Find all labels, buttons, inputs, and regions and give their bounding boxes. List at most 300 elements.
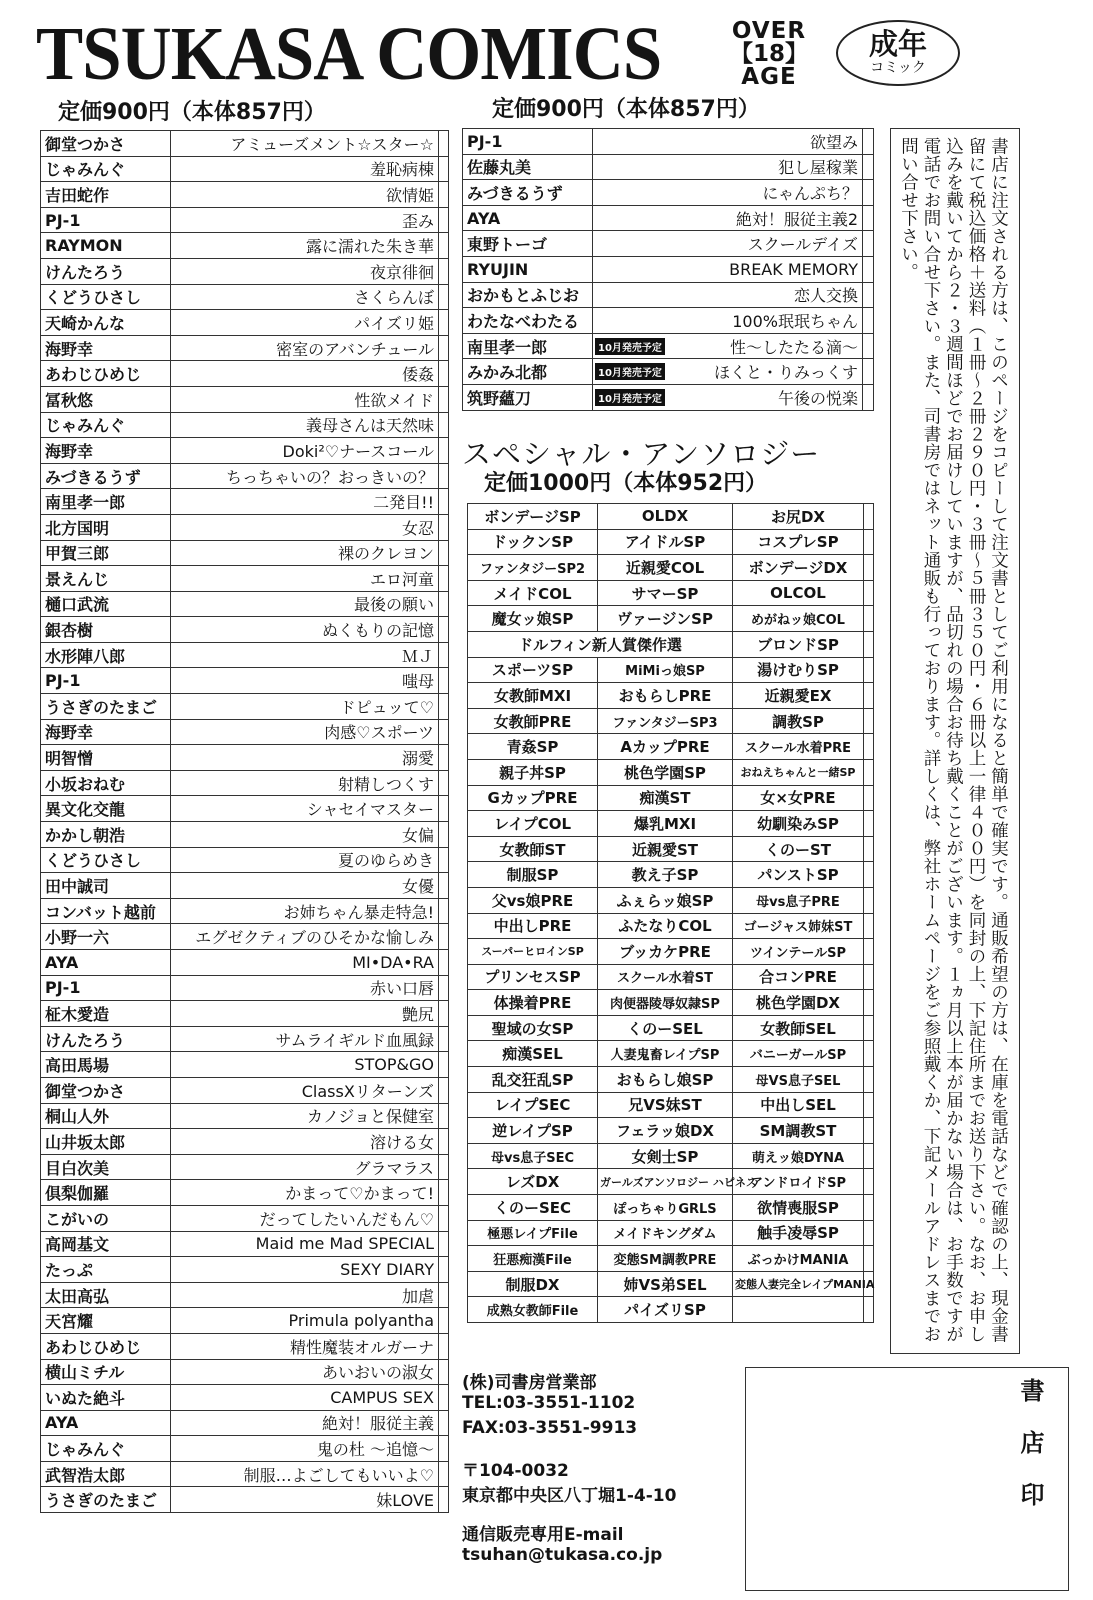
anthology-cell: 母vs息子SEC [468, 1143, 598, 1169]
author-cell: けんたろう [41, 1026, 171, 1052]
anthology-cell: ブッカケPRE [598, 939, 733, 965]
title-cell: Doki²♡ナースコール [171, 438, 439, 464]
grid-row [468, 939, 874, 965]
title-cell [593, 154, 863, 180]
table-row [41, 182, 449, 208]
empty-cell [439, 131, 449, 157]
empty-cell [439, 924, 449, 950]
anthology-cell: 桃色学園SP [598, 759, 733, 785]
anthology-cell: お尻DX [733, 504, 864, 530]
author-cell: いぬた絶斗 [41, 1385, 171, 1411]
empty-cell [863, 129, 874, 155]
empty-cell [864, 1169, 874, 1195]
empty-cell [863, 180, 874, 206]
author-cell: 明智憎 [41, 745, 171, 771]
grid-row [468, 1067, 874, 1093]
table-row [463, 359, 874, 385]
table-row [41, 719, 449, 745]
author-cell: くどうひさし [41, 847, 171, 873]
grid-row [468, 504, 874, 530]
table-row [463, 282, 874, 308]
empty-cell [439, 156, 449, 182]
empty-cell [439, 463, 449, 489]
empty-cell [439, 1001, 449, 1027]
anthology-cell: 体操着PRE [468, 990, 598, 1016]
title-cell: グラマラス [171, 1154, 439, 1180]
empty-cell [863, 308, 874, 334]
title-cell: 義母さんは天然味 [171, 412, 439, 438]
author-cell: 北方国明 [41, 514, 171, 540]
author-cell: みづきるうず [41, 463, 171, 489]
price-right: 定価900円（本体857円） [492, 97, 760, 122]
anthology-cell: 中出しSEL [733, 1092, 864, 1118]
empty-cell [439, 489, 449, 515]
empty-cell [439, 847, 449, 873]
empty-cell [864, 606, 874, 632]
empty-cell [864, 683, 874, 709]
anthology-cell: 爆乳MXI [598, 811, 733, 837]
table-row [41, 1410, 449, 1436]
author-cell: 異文化交龍 [41, 796, 171, 822]
grid-row [468, 887, 874, 913]
anthology-cell: レイプCOL [468, 811, 598, 837]
author-cell: うさぎのたまご [41, 1487, 171, 1513]
author-cell: PJ-1 [463, 129, 593, 155]
author-cell: AYA [41, 950, 171, 976]
anthology-cell: スーパーヒロインSP [468, 939, 598, 965]
empty-cell [864, 785, 874, 811]
empty-cell [439, 770, 449, 796]
empty-cell [439, 822, 449, 848]
title-text: 性～したたる滴～ [729, 337, 858, 357]
empty-cell [439, 668, 449, 694]
empty-cell [863, 384, 874, 410]
title-cell: 鬼の杜 ～追憶～ [171, 1436, 439, 1462]
anthology-cell: ふたなりCOL [598, 913, 733, 939]
order-notice-text: 書店に注文される方は、このページをコピーして注文書としてご利用になると簡単で確実です。通販希望の方は、在庫を電話などで確認の上、現金書留にて税込価格＋送料（１冊～２冊２９０円・３冊～５冊３５０円・６冊以上一律４００円）を同封の上、下記住所までお送り下さい。なお、お申し込みを戴いてから２・３週間ほどでお届けしていますが、品切れの場合お待ち戴くことがございます。１ヵ月以上本が届かない場合は、お手数ですが電話でお問い合せ下さい。また、司書房ではネット通販も行っております。詳しくは、弊社ホームページをご参照戴くか、下記メールアドレスまでお問い合せ下さい。 [898, 137, 1009, 1343]
author-cell: 南里孝一郎 [463, 333, 593, 359]
table-row [41, 412, 449, 438]
empty-cell [439, 1461, 449, 1487]
title-cell: 倭姦 [171, 361, 439, 387]
anthology-cell: 調教SP [733, 708, 864, 734]
adult-comic-seal [836, 20, 960, 86]
author-cell: じゃみんぐ [41, 156, 171, 182]
company-name: (株)司書房営業部 [462, 1373, 597, 1393]
anthology-cell: 母vs息子PRE [733, 887, 864, 913]
title-cell: 女忍 [171, 514, 439, 540]
table-row [463, 231, 874, 257]
title-cell: 嗤母 [171, 668, 439, 694]
special-anthology-grid [467, 503, 874, 1323]
anthology-cell: 教え子SP [598, 862, 733, 888]
empty-cell [864, 1143, 874, 1169]
title-cell: SEXY DIARY [171, 1257, 439, 1283]
anthology-cell: 痴漢SEL [468, 1041, 598, 1067]
title-cell: カノジョと保健室 [171, 1103, 439, 1129]
grid-row [468, 913, 874, 939]
author-cell: AYA [463, 205, 593, 231]
title-cell [593, 384, 863, 410]
author-cell: 天崎かんな [41, 310, 171, 336]
empty-cell [864, 759, 874, 785]
grid-row [468, 836, 874, 862]
fax-number: FAX:03-3551-9913 [462, 1418, 638, 1438]
author-cell: 横山ミチル [41, 1359, 171, 1385]
table-row [41, 1001, 449, 1027]
grid-row [468, 708, 874, 734]
empty-cell [439, 642, 449, 668]
anthology-cell: SM調教ST [733, 1118, 864, 1144]
title-cell [593, 129, 863, 155]
title-cell: 夜京徘徊 [171, 258, 439, 284]
author-cell: 東野トーゴ [463, 231, 593, 257]
empty-cell [864, 990, 874, 1016]
empty-cell [439, 514, 449, 540]
empty-cell [439, 1205, 449, 1231]
empty-cell [864, 811, 874, 837]
title-text: BREAK MEMORY [729, 259, 858, 279]
bookstore-stamp-box [745, 1367, 1069, 1591]
special-anthology-title: スペシャル・アンソロジー [462, 437, 821, 471]
author-cell: 高岡基文 [41, 1231, 171, 1257]
anthology-cell: 逆レイプSP [468, 1118, 598, 1144]
table-row [41, 335, 449, 361]
table-row [41, 463, 449, 489]
table-row [41, 1436, 449, 1462]
table-row [41, 745, 449, 771]
title-cell: だってしたいんだもん♡ [171, 1205, 439, 1231]
anthology-cell: OLCOL [733, 580, 864, 606]
title-cell [593, 308, 863, 334]
empty-cell [864, 631, 874, 657]
age-number: 【18】 [729, 41, 808, 67]
grid-row [468, 964, 874, 990]
phone-number: TEL:03-3551-1102 [462, 1393, 636, 1413]
grid-row [468, 1143, 874, 1169]
empty-cell [439, 361, 449, 387]
table-row [463, 333, 874, 359]
title-cell: エロ河童 [171, 566, 439, 592]
anthology-cell [733, 1297, 864, 1323]
empty-cell [439, 898, 449, 924]
postal-code: 〒104-0032 [462, 1461, 569, 1481]
empty-cell [439, 591, 449, 617]
table-row [41, 1103, 449, 1129]
grid-row [468, 811, 874, 837]
anthology-cell: おもらし娘SP [598, 1067, 733, 1093]
table-row [41, 617, 449, 643]
empty-cell [864, 887, 874, 913]
title-cell: お姉ちゃん暴走特急! [171, 898, 439, 924]
author-cell: おかもとふじお [463, 282, 593, 308]
email-label: 通信販売専用E-mail [462, 1525, 624, 1545]
release-badge: 10月発売予定 [595, 338, 665, 355]
table-row [41, 950, 449, 976]
empty-cell [864, 708, 874, 734]
title-cell: 溺愛 [171, 745, 439, 771]
anthology-cell: 変態SM調教PRE [598, 1246, 733, 1272]
author-cell: 海野幸 [41, 719, 171, 745]
anthology-cell: 欲情喪服SP [733, 1195, 864, 1221]
title-cell [593, 180, 863, 206]
table-row [41, 975, 449, 1001]
anthology-cell: 姉VS弟SEL [598, 1271, 733, 1297]
empty-cell [439, 233, 449, 259]
grid-row [468, 1015, 874, 1041]
grid-row [468, 580, 874, 606]
empty-cell [439, 1282, 449, 1308]
empty-cell [864, 1092, 874, 1118]
author-cell: 御堂つかさ [41, 1077, 171, 1103]
author-cell: くどうひさし [41, 284, 171, 310]
empty-cell [864, 657, 874, 683]
title-cell [593, 282, 863, 308]
table-row [463, 154, 874, 180]
table-row [41, 642, 449, 668]
table-row [463, 384, 874, 410]
empty-cell [439, 1103, 449, 1129]
author-cell: 天宮耀 [41, 1308, 171, 1334]
empty-cell [863, 231, 874, 257]
anthology-cell: 合コンPRE [733, 964, 864, 990]
table-row [41, 566, 449, 592]
anthology-cell: めがねッ娘COL [733, 606, 864, 632]
title-cell: CAMPUS SEX [171, 1385, 439, 1411]
table-row [41, 1257, 449, 1283]
grid-row [468, 1220, 874, 1246]
grid-row [468, 1118, 874, 1144]
author-cell: 御堂つかさ [41, 131, 171, 157]
anthology-cell: プリンセスSP [468, 964, 598, 990]
empty-cell [864, 1220, 874, 1246]
title-cell: 羞恥病棟 [171, 156, 439, 182]
table-row [41, 822, 449, 848]
author-cell: 吉田蛇作 [41, 182, 171, 208]
author-cell: じゃみんぐ [41, 412, 171, 438]
address: 東京都中央区八丁堀1-4-10 [462, 1486, 677, 1506]
anthology-cell: パイズリSP [598, 1297, 733, 1323]
empty-cell [439, 1308, 449, 1334]
title-text: ほくと・りみっくす [713, 363, 858, 383]
author-cell: 桐山人外 [41, 1103, 171, 1129]
title-cell: 加虐 [171, 1282, 439, 1308]
author-cell: 佐藤丸美 [463, 154, 593, 180]
anthology-cell: 聖域の女SP [468, 1015, 598, 1041]
title-cell [593, 359, 863, 385]
table-row [41, 156, 449, 182]
table-row [41, 1308, 449, 1334]
title-text: 恋人交換 [793, 286, 858, 306]
bookstore-stamp-label: 書店印 [1016, 1378, 1044, 1534]
title-text: 犯し屋稼業 [777, 158, 858, 178]
empty-cell [439, 745, 449, 771]
empty-cell [439, 258, 449, 284]
empty-cell [439, 207, 449, 233]
order-notice-box [890, 128, 1020, 1354]
empty-cell [439, 975, 449, 1001]
release-badge: 10月発売予定 [595, 389, 665, 406]
seinen-text: 成年 [868, 27, 927, 61]
table-row [41, 233, 449, 259]
empty-cell [439, 950, 449, 976]
grid-row [468, 1092, 874, 1118]
grid-row [468, 1041, 874, 1067]
over-text: OVER [731, 18, 807, 44]
anthology-cell: 親子丼SP [468, 759, 598, 785]
title-cell: 女偏 [171, 822, 439, 848]
author-cell: PJ-1 [41, 668, 171, 694]
title-cell: ちっちゃいの？おっきいの？ [171, 463, 439, 489]
empty-cell [439, 1154, 449, 1180]
title-cell: 妹LOVE [171, 1487, 439, 1513]
anthology-cell: くのーSEC [468, 1195, 598, 1221]
empty-cell [864, 1041, 874, 1067]
empty-cell [439, 566, 449, 592]
anthology-cell: 制服SP [468, 862, 598, 888]
anthology-cell: レズDX [468, 1169, 598, 1195]
anthology-cell: フェラッ娘DX [598, 1118, 733, 1144]
table-row [41, 284, 449, 310]
anthology-cell: 近親愛EX [733, 683, 864, 709]
empty-cell [439, 1359, 449, 1385]
empty-cell [439, 1385, 449, 1411]
title-cell: 欲情姫 [171, 182, 439, 208]
table-row [41, 1180, 449, 1206]
title-cell: 露に濡れた朱き華 [171, 233, 439, 259]
empty-cell [439, 1052, 449, 1078]
empty-cell [439, 1436, 449, 1462]
empty-cell [864, 1015, 874, 1041]
title-cell: 艶尻 [171, 1001, 439, 1027]
table-row [463, 129, 874, 155]
title-text: 午後の悦楽 [777, 388, 858, 408]
anthology-cell: おねえちゃんと一緒SP [733, 759, 864, 785]
title-cell [593, 205, 863, 231]
author-cell: うさぎのたまご [41, 694, 171, 720]
title-cell: STOP&GO [171, 1052, 439, 1078]
title-cell: 女優 [171, 873, 439, 899]
anthology-cell: ぶっかけMANIA [733, 1246, 864, 1272]
title-cell: 歪み [171, 207, 439, 233]
anthology-cell: 女教師PRE [468, 708, 598, 734]
author-cell: 筑野蘊刀 [463, 384, 593, 410]
table-row [41, 386, 449, 412]
author-cell: 樋口武流 [41, 591, 171, 617]
empty-cell [863, 359, 874, 385]
grid-row [468, 529, 874, 555]
grid-row [468, 1169, 874, 1195]
right-title-list [462, 128, 874, 411]
title-text: スクールデイズ [747, 235, 858, 255]
empty-cell [863, 333, 874, 359]
empty-cell [864, 504, 874, 530]
anthology-cell: ドルフィン新人賞傑作選 [468, 631, 733, 657]
title-cell: ClassXリターンズ [171, 1077, 439, 1103]
empty-cell [864, 1195, 874, 1221]
anthology-cell: 女教師ST [468, 836, 598, 862]
anthology-cell: 近親愛COL [598, 555, 733, 581]
author-cell: 田中誠司 [41, 873, 171, 899]
anthology-cell: OLDX [598, 504, 733, 530]
grid-row [468, 862, 874, 888]
grid-row [468, 657, 874, 683]
title-cell: 二発目!! [171, 489, 439, 515]
grid-row [468, 555, 874, 581]
empty-cell [439, 386, 449, 412]
grid-row [468, 606, 874, 632]
anthology-cell: 近親愛ST [598, 836, 733, 862]
grid-row [468, 785, 874, 811]
comic-text: コミック [870, 60, 926, 76]
title-cell [593, 256, 863, 282]
author-cell: 景えんじ [41, 566, 171, 592]
anthology-cell: 青姦SP [468, 734, 598, 760]
title-cell: Maid me Mad SPECIAL [171, 1231, 439, 1257]
author-cell: 武智浩太郎 [41, 1461, 171, 1487]
anthology-cell: 乱交狂乱SP [468, 1067, 598, 1093]
empty-cell [864, 939, 874, 965]
anthology-cell: ドックンSP [468, 529, 598, 555]
anthology-cell: 幼馴染みSP [733, 811, 864, 837]
price-left: 定価900円（本体857円） [58, 100, 326, 125]
anthology-cell: 制服DX [468, 1271, 598, 1297]
author-cell: あわじひめじ [41, 361, 171, 387]
empty-cell [439, 694, 449, 720]
table-row [41, 1231, 449, 1257]
author-cell: 太田高弘 [41, 1282, 171, 1308]
over-18-mark [724, 20, 814, 89]
anthology-cell: 母VS息子SEL [733, 1067, 864, 1093]
empty-cell [439, 796, 449, 822]
title-cell: ぬくもりの記憶 [171, 617, 439, 643]
author-cell: かかし朝浩 [41, 822, 171, 848]
author-cell: 海野幸 [41, 335, 171, 361]
table-row [41, 514, 449, 540]
table-row [41, 873, 449, 899]
author-cell: みづきるうず [463, 180, 593, 206]
table-row [41, 1359, 449, 1385]
empty-cell [439, 873, 449, 899]
title-cell [593, 231, 863, 257]
author-cell: こがいの [41, 1205, 171, 1231]
empty-cell [864, 862, 874, 888]
empty-cell [439, 617, 449, 643]
anthology-cell: 痴漢ST [598, 785, 733, 811]
title-cell: 夏のゆらめき [171, 847, 439, 873]
anthology-cell: パンストSP [733, 862, 864, 888]
anthology-cell: くのーSEL [598, 1015, 733, 1041]
title-cell: ＭＪ [171, 642, 439, 668]
anthology-cell: 変態人妻完全レイプMANIA [733, 1271, 864, 1297]
empty-cell [439, 540, 449, 566]
empty-cell [439, 719, 449, 745]
author-cell: PJ-1 [41, 975, 171, 1001]
empty-cell [863, 282, 874, 308]
anthology-cell: 成熟女教師File [468, 1297, 598, 1323]
author-cell: 冨秋悠 [41, 386, 171, 412]
grid-row [468, 631, 874, 657]
author-cell: わたなべわたる [463, 308, 593, 334]
empty-cell [864, 580, 874, 606]
table-row [41, 1154, 449, 1180]
anthology-cell: 父vs娘PRE [468, 887, 598, 913]
anthology-cell: コスプレSP [733, 529, 864, 555]
author-cell: 小坂おねむ [41, 770, 171, 796]
anthology-cell: 魔女ッ娘SP [468, 606, 598, 632]
title-text: 絶対！服従主義2 [735, 209, 858, 229]
empty-cell [864, 1118, 874, 1144]
